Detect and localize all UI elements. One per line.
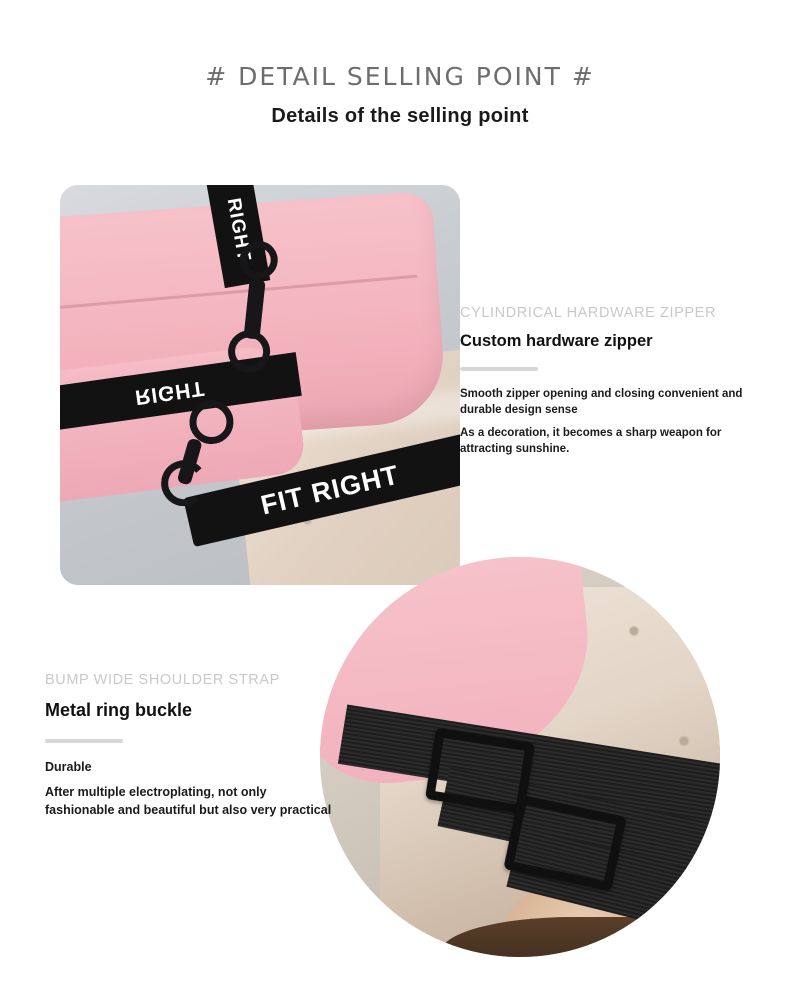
snap-dot <box>680 737 688 745</box>
block-1-divider <box>460 367 538 371</box>
selling-point-block-2 <box>45 672 335 819</box>
footer-spacer <box>0 958 800 986</box>
page-title: # DETAIL SELLING POINT # <box>205 62 595 91</box>
block-2-eyebrow: BUMP WIDE SHOULDER STRAP <box>45 672 280 688</box>
block-1-eyebrow: CYLINDRICAL HARDWARE ZIPPER <box>460 305 717 321</box>
page-subtitle: Details of the selling point <box>271 105 529 127</box>
block-2-divider <box>45 739 123 743</box>
block-1-line-2: As a decoration, it becomes a sharp weapon for attracting sunshine. <box>460 427 722 455</box>
page-header <box>0 0 800 160</box>
snap-hook <box>161 397 259 518</box>
zipper-detail-photo <box>60 185 460 585</box>
block-2-line-1: Durable <box>45 760 92 774</box>
webbing-strap-mid-text: RIGHT <box>133 376 207 409</box>
webbing-strap-top-text: RIGHT <box>222 196 255 264</box>
block-1-body <box>460 386 760 457</box>
webbing-strap-bottom-text: FIT RIGHT <box>257 459 402 520</box>
snap-dot <box>630 627 638 635</box>
block-2-body <box>45 758 335 819</box>
block-2-headline: Metal ring buckle <box>45 700 193 720</box>
block-1-line-1: Smooth zipper opening and closing convenient and durable design sense <box>460 388 743 416</box>
selling-point-block-1 <box>460 305 760 457</box>
block-1-headline: Custom hardware zipper <box>460 332 653 350</box>
hook-claw-icon <box>160 459 209 508</box>
buckle-detail-photo <box>320 557 720 957</box>
block-2-line-2: After multiple electroplating, not only fashionable and beautiful but also very practical <box>45 785 332 817</box>
